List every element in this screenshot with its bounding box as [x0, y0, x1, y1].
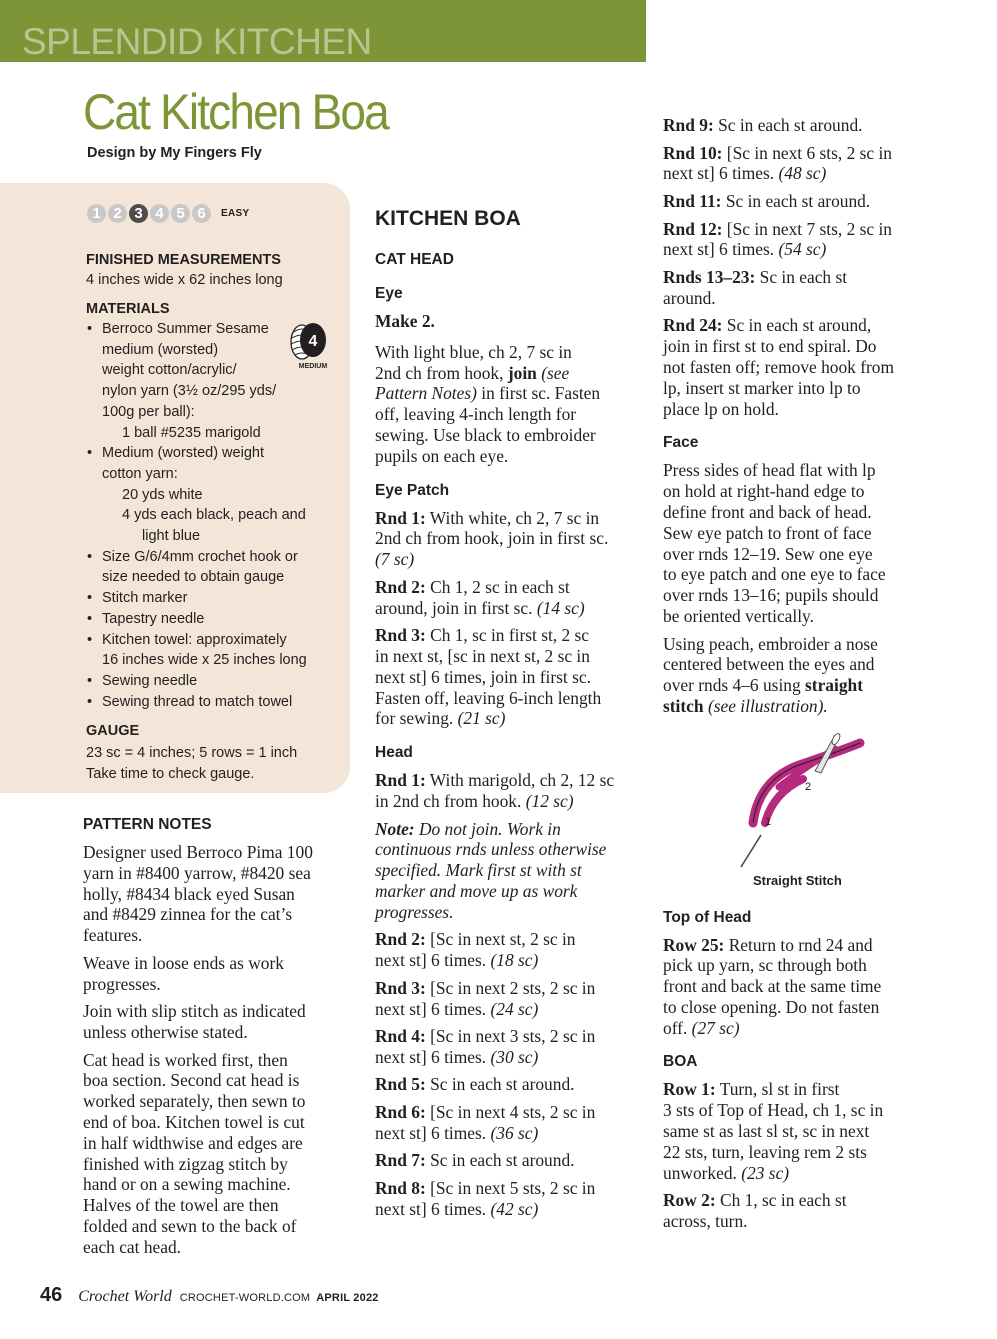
- yarn-weight-label: MEDIUM: [298, 363, 328, 370]
- text-line: not fasten off; remove hook from: [663, 356, 895, 377]
- skill-level-4: 4: [150, 204, 169, 223]
- head-rnd-8: [375, 1178, 650, 1220]
- text-line: [Sc in next 2 sts, 2 sc in: [425, 977, 596, 998]
- text-line: Sew eye patch to front of face: [663, 522, 872, 543]
- designer-byline: Design by My Fingers Fly: [87, 145, 262, 161]
- round-label: Rnd 1:: [375, 507, 426, 528]
- material-subline: light blue: [142, 528, 201, 545]
- text-line: progresses.: [83, 973, 161, 994]
- stitch-point-label-2: 2: [805, 781, 812, 793]
- cat-head-heading: CAT HEAD: [375, 251, 454, 268]
- boa-heading: BOA: [663, 1053, 698, 1071]
- text-line: Designer used Berroco Pima 100: [83, 842, 313, 862]
- pattern-notes-column: [83, 815, 358, 1264]
- text-line: Cat head is worked first, then: [83, 1049, 288, 1070]
- text-line: yarn in #8400 yarrow, #8420 sea: [83, 862, 311, 883]
- round-label: Rnd 2:: [375, 929, 426, 950]
- head-rnd-24: [663, 315, 948, 419]
- text-line: next st] 6 times.: [663, 163, 775, 184]
- note-line: continuous rnds unless otherwise: [375, 839, 607, 860]
- text-line: centered between the eyes and: [663, 654, 875, 675]
- pattern-notes-heading: PATTERN NOTES: [83, 816, 212, 833]
- finished-measurements-text: 4 inches wide x 62 inches long: [86, 272, 283, 288]
- text-line: define front and back of head.: [663, 501, 872, 522]
- stitch-count: (21 sc): [457, 708, 506, 729]
- note-line: Do not join. Work in: [414, 818, 561, 839]
- stitch-count: (7 sc): [375, 549, 415, 570]
- eye-patch-rnd-3: [375, 625, 650, 729]
- text-line: 2nd ch from hook,: [375, 362, 504, 383]
- material-line: • Berroco Summer Sesame: [102, 321, 269, 337]
- stitch-count: (36 sc): [490, 1122, 539, 1143]
- material-line: 16 inches wide x 25 inches long: [102, 652, 307, 669]
- head-rnd-4: [375, 1026, 650, 1068]
- text-line: next st] 6 times, join in first sc.: [375, 666, 591, 687]
- text-line: front and back at the same time: [663, 976, 882, 997]
- eye-instructions: [375, 342, 650, 467]
- skill-level-indicator: [87, 204, 249, 223]
- material-line: • Sewing thread to match towel: [102, 693, 293, 710]
- text-line: Sc in each st around,: [722, 315, 872, 336]
- stitch-point-label-1: 1: [765, 816, 772, 828]
- gauge-note: Take time to check gauge.: [86, 766, 255, 782]
- text-line: Ch 1, sc in each st: [715, 1190, 847, 1211]
- cross-reference: (see: [541, 362, 570, 383]
- materials-heading: MATERIALS: [86, 301, 170, 317]
- text-line: place lp on hold.: [663, 398, 779, 419]
- gauge-line: 23 sc = 4 inches; 5 rows = 1 inch: [86, 745, 298, 761]
- text-line: in half widthwise and edges are: [83, 1132, 303, 1153]
- materials-list: [86, 319, 338, 712]
- round-label: Rnd 24:: [663, 315, 723, 336]
- text-line: [Sc in next 4 sts, 2 sc in: [425, 1102, 596, 1123]
- text-line: Using peach, embroider a nose: [663, 633, 878, 654]
- text-line: around.: [663, 287, 716, 308]
- finished-measurements-heading: FINISHED MEASUREMENTS: [86, 252, 281, 268]
- material-item-hook: [86, 547, 338, 588]
- text-line: [Sc in next 5 sts, 2 sc in: [425, 1178, 596, 1199]
- straight-stitch-illustration: [735, 727, 875, 872]
- material-item-yarn: [86, 319, 338, 443]
- magazine-website: CROCHET-WORLD.COM: [179, 1292, 311, 1304]
- stitch-term: stitch: [663, 695, 704, 716]
- text-line: With light blue, ch 2, 7 sc in: [375, 341, 572, 362]
- text-line: Sc in each st around.: [425, 1074, 575, 1095]
- round-label: Rnd 1:: [375, 770, 426, 791]
- text-line: [Sc in next 3 sts, 2 sc in: [425, 1026, 596, 1047]
- material-line: • Size G/6/4mm crochet hook or: [102, 548, 298, 565]
- section-banner: [0, 0, 646, 62]
- text-line: 3 sts of Top of Head, ch 1, sc in: [663, 1100, 884, 1121]
- instructions-middle-column: [375, 205, 650, 1226]
- round-label: Rnd 9:: [663, 115, 714, 135]
- eye-patch-heading: Eye Patch: [375, 481, 450, 499]
- skill-level-label: EASY: [221, 208, 250, 219]
- text-line: unless otherwise stated.: [83, 1021, 248, 1042]
- yarn-weight-number: 4: [308, 333, 318, 350]
- top-of-head-row-25: [663, 935, 948, 1039]
- skill-level-3-active: 3: [129, 204, 148, 223]
- text-line: lp, insert st marker into lp to: [663, 377, 861, 398]
- row-label: Row 1:: [663, 1079, 716, 1100]
- row-label: Row 2:: [663, 1190, 716, 1211]
- head-rnd-6: [375, 1102, 650, 1144]
- material-line: cotton yarn:: [102, 465, 178, 482]
- round-label: Rnd 5:: [375, 1074, 426, 1095]
- note-line: specified. Mark first st with st: [375, 860, 582, 881]
- round-label: Rnd 2:: [375, 576, 426, 597]
- text-line: next st] 6 times.: [663, 239, 775, 260]
- text-line: hand or on a sewing machine.: [83, 1174, 291, 1195]
- stitch-term: straight: [805, 675, 863, 696]
- text-line: to eye patch and one eye to face: [663, 564, 886, 585]
- text-line: Halves of the towel are then: [83, 1195, 279, 1216]
- skill-level-5: 5: [171, 204, 190, 223]
- text-line: boa section. Second cat head is: [83, 1070, 300, 1091]
- text-line: features.: [83, 925, 143, 946]
- head-rnd-3: [375, 978, 650, 1020]
- text-line: same st as last sl st, sc in next: [663, 1121, 870, 1142]
- material-line: • Medium (worsted) weight: [102, 445, 264, 462]
- eye-make-count: Make 2.: [375, 311, 435, 331]
- head-note: [375, 819, 650, 923]
- text-line: over rnds 4–6 using: [663, 675, 801, 696]
- page-number: 46: [40, 1284, 63, 1306]
- head-rnd-12: [663, 219, 948, 261]
- nose-paragraph: [663, 634, 948, 717]
- material-item-kitchen-towel: [86, 630, 338, 671]
- pattern-note-paragraph: [83, 842, 358, 946]
- text-line: [Sc in next 7 sts, 2 sc in: [722, 218, 892, 239]
- text-line: in first sc. Fasten: [476, 383, 601, 404]
- stitch-count: (42 sc): [490, 1198, 539, 1219]
- round-label: Rnd 6:: [375, 1102, 426, 1123]
- material-line: • Tapestry needle: [102, 610, 205, 627]
- text-line: across, turn.: [663, 1211, 748, 1232]
- text-line: each cat head.: [83, 1236, 181, 1257]
- round-label: Rnds 13–23:: [663, 266, 756, 287]
- text-line: Fasten off, leaving 6-inch length: [375, 687, 602, 708]
- text-line: be oriented vertically.: [663, 605, 814, 626]
- join-term: join: [507, 362, 537, 383]
- stitch-count: (27 sc): [691, 1017, 740, 1038]
- text-line: next st] 6 times.: [375, 1046, 487, 1067]
- material-item-sewing-needle: [86, 671, 338, 692]
- eye-patch-rnd-1: [375, 508, 650, 570]
- text-line: holly, #8434 black eyed Susan: [83, 883, 295, 904]
- stitch-count: (30 sc): [490, 1046, 539, 1067]
- gauge-heading: GAUGE: [86, 723, 140, 739]
- material-item-sewing-thread: [86, 692, 338, 713]
- head-rnd-1: [375, 770, 650, 812]
- material-item-cotton-yarn: [86, 443, 338, 547]
- text-line: Return to rnd 24 and: [724, 934, 873, 955]
- magazine-name: Crochet World: [78, 1288, 172, 1305]
- text-line: [Sc in next st, 2 sc in: [425, 929, 576, 950]
- text-line: and #8429 zinnea for the cat’s: [83, 904, 293, 925]
- cross-reference: Pattern Notes): [375, 383, 477, 404]
- text-line: finished with zigzag stitch by: [83, 1153, 288, 1174]
- note-line: progresses.: [375, 901, 454, 922]
- text-line: end of boa. Kitchen towel is cut: [83, 1111, 305, 1132]
- face-heading: Face: [663, 434, 699, 452]
- skill-level-1: 1: [87, 204, 106, 223]
- stitch-count: (14 sc): [536, 597, 585, 618]
- material-subline: 1 ball #5235 marigold: [122, 424, 261, 441]
- material-line: • Sewing needle: [102, 672, 198, 689]
- note-label: Note:: [375, 818, 415, 839]
- material-line: 100g per ball):: [102, 403, 195, 420]
- head-rnd-5: [375, 1074, 650, 1095]
- illustration-caption: Straight Stitch: [753, 873, 842, 888]
- text-line: 2nd ch from hook, join in first sc.: [375, 528, 609, 549]
- boa-row-2: [663, 1190, 948, 1232]
- material-item-stitch-marker: [86, 588, 338, 609]
- text-line: Sc in each st around.: [425, 1150, 575, 1171]
- face-paragraph: [663, 460, 948, 626]
- text-line: 22 sts, turn, leaving rem 2 sts: [663, 1141, 867, 1162]
- stitch-count: (24 sc): [490, 998, 539, 1019]
- text-line: folded and sewn to the back of: [83, 1215, 297, 1236]
- material-line: • Kitchen towel: approximately: [102, 631, 287, 648]
- eye-heading: Eye: [375, 285, 403, 302]
- text-line: Sc in each st around.: [721, 190, 871, 211]
- text-line: around, join in first sc.: [375, 597, 533, 618]
- text-line: over rnds 12–19. Sew one eye: [663, 543, 873, 564]
- text-line: With marigold, ch 2, 12 sc: [425, 770, 615, 791]
- material-line: size needed to obtain gauge: [102, 569, 285, 586]
- text-line: off, leaving 4-inch length for: [375, 404, 577, 425]
- head-rnd-7: [375, 1150, 650, 1171]
- top-of-head-heading: Top of Head: [663, 908, 752, 926]
- stitch-count: (18 sc): [490, 950, 539, 971]
- head-rnd-2: [375, 929, 650, 971]
- stitch-count: (48 sc): [778, 163, 827, 184]
- section-name: SPLENDID KITCHEN: [22, 21, 372, 62]
- text-line: off.: [663, 1017, 688, 1038]
- skill-level-6: 6: [192, 204, 211, 223]
- text-line: in next st, [sc in next st, 2 sc in: [375, 645, 590, 666]
- material-subline: 4 yds each black, peach and: [122, 507, 306, 524]
- material-subline: 20 yds white: [122, 486, 203, 503]
- material-line: medium (worsted): [102, 341, 219, 358]
- row-label: Row 25:: [663, 934, 725, 955]
- pattern-note-paragraph: [83, 953, 358, 995]
- round-label: Rnd 7:: [375, 1150, 426, 1171]
- stitch-count: (54 sc): [778, 239, 827, 260]
- material-item-tapestry-needle: [86, 609, 338, 630]
- text-line: Ch 1, sc in first st, 2 sc: [425, 625, 590, 646]
- head-rnd-11: [663, 191, 948, 212]
- head-rnds-13-23: [663, 267, 948, 309]
- text-line: Ch 1, 2 sc in each st: [425, 576, 570, 597]
- eye-patch-rnd-2: [375, 577, 650, 619]
- round-label: Rnd 3:: [375, 977, 426, 998]
- material-line: nylon yarn (3½ oz/295 yds/: [102, 383, 277, 400]
- text-line: on hold at right-hand edge to: [663, 481, 865, 502]
- round-label: Rnd 12:: [663, 218, 723, 239]
- text-line: in 2nd ch from hook.: [375, 790, 522, 811]
- text-line: Sc in each st: [755, 266, 848, 287]
- text-line: next st] 6 times.: [375, 1122, 487, 1143]
- text-line: next st] 6 times.: [375, 950, 487, 971]
- text-line: Press sides of head flat with lp: [663, 460, 876, 481]
- page-footer: [40, 1284, 379, 1307]
- stitch-count: (23 sc): [741, 1162, 790, 1183]
- text-line: pick up yarn, sc through both: [663, 955, 867, 976]
- text-line: worked separately, then sewn to: [83, 1091, 306, 1112]
- round-label: Rnd 4:: [375, 1026, 426, 1047]
- material-line: weight cotton/acrylic/: [102, 362, 237, 379]
- head-rnd-9: [663, 115, 948, 136]
- boa-row-1: [663, 1079, 948, 1183]
- round-label: Rnd 3:: [375, 625, 426, 646]
- text-line: Sc in each st around.: [713, 115, 863, 135]
- text-line: Join with slip stitch as indicated: [83, 1001, 306, 1022]
- note-line: marker and move up as work: [375, 880, 578, 901]
- text-line: next st] 6 times.: [375, 998, 487, 1019]
- pattern-note-paragraph: [83, 1050, 358, 1258]
- kitchen-boa-title: KITCHEN BOA: [375, 207, 521, 230]
- skill-level-2: 2: [108, 204, 127, 223]
- text-line: unworked.: [663, 1162, 737, 1183]
- text-line: to close opening. Do not fasten: [663, 996, 880, 1017]
- round-label: Rnd 10:: [663, 142, 723, 163]
- stitch-count: (12 sc): [525, 790, 574, 811]
- text-line: With white, ch 2, 7 sc in: [425, 507, 600, 528]
- text-line: join in first st to end spiral. Do: [663, 336, 877, 357]
- cross-reference: (see illustration).: [707, 695, 828, 716]
- pattern-note-paragraph: [83, 1001, 358, 1043]
- text-line: Turn, sl st in first: [715, 1079, 840, 1100]
- issue-date: APRIL 2022: [316, 1292, 379, 1304]
- text-line: sewing. Use black to embroider: [375, 424, 596, 445]
- instructions-right-column: [663, 115, 948, 1239]
- text-line: [Sc in next 6 sts, 2 sc in: [722, 142, 892, 163]
- pattern-title: Cat Kitchen Boa: [83, 84, 388, 140]
- text-line: next st] 6 times.: [375, 1198, 487, 1219]
- round-label: Rnd 11:: [663, 190, 722, 211]
- text-line: pupils on each eye.: [375, 445, 509, 466]
- round-label: Rnd 8:: [375, 1178, 426, 1199]
- head-rnd-10: [663, 143, 948, 185]
- head-heading: Head: [375, 744, 413, 762]
- text-line: Weave in loose ends as work: [83, 952, 284, 973]
- material-line: • Stitch marker: [102, 590, 188, 607]
- text-line: over rnds 13–16; pupils should: [663, 585, 879, 606]
- text-line: for sewing.: [375, 708, 454, 729]
